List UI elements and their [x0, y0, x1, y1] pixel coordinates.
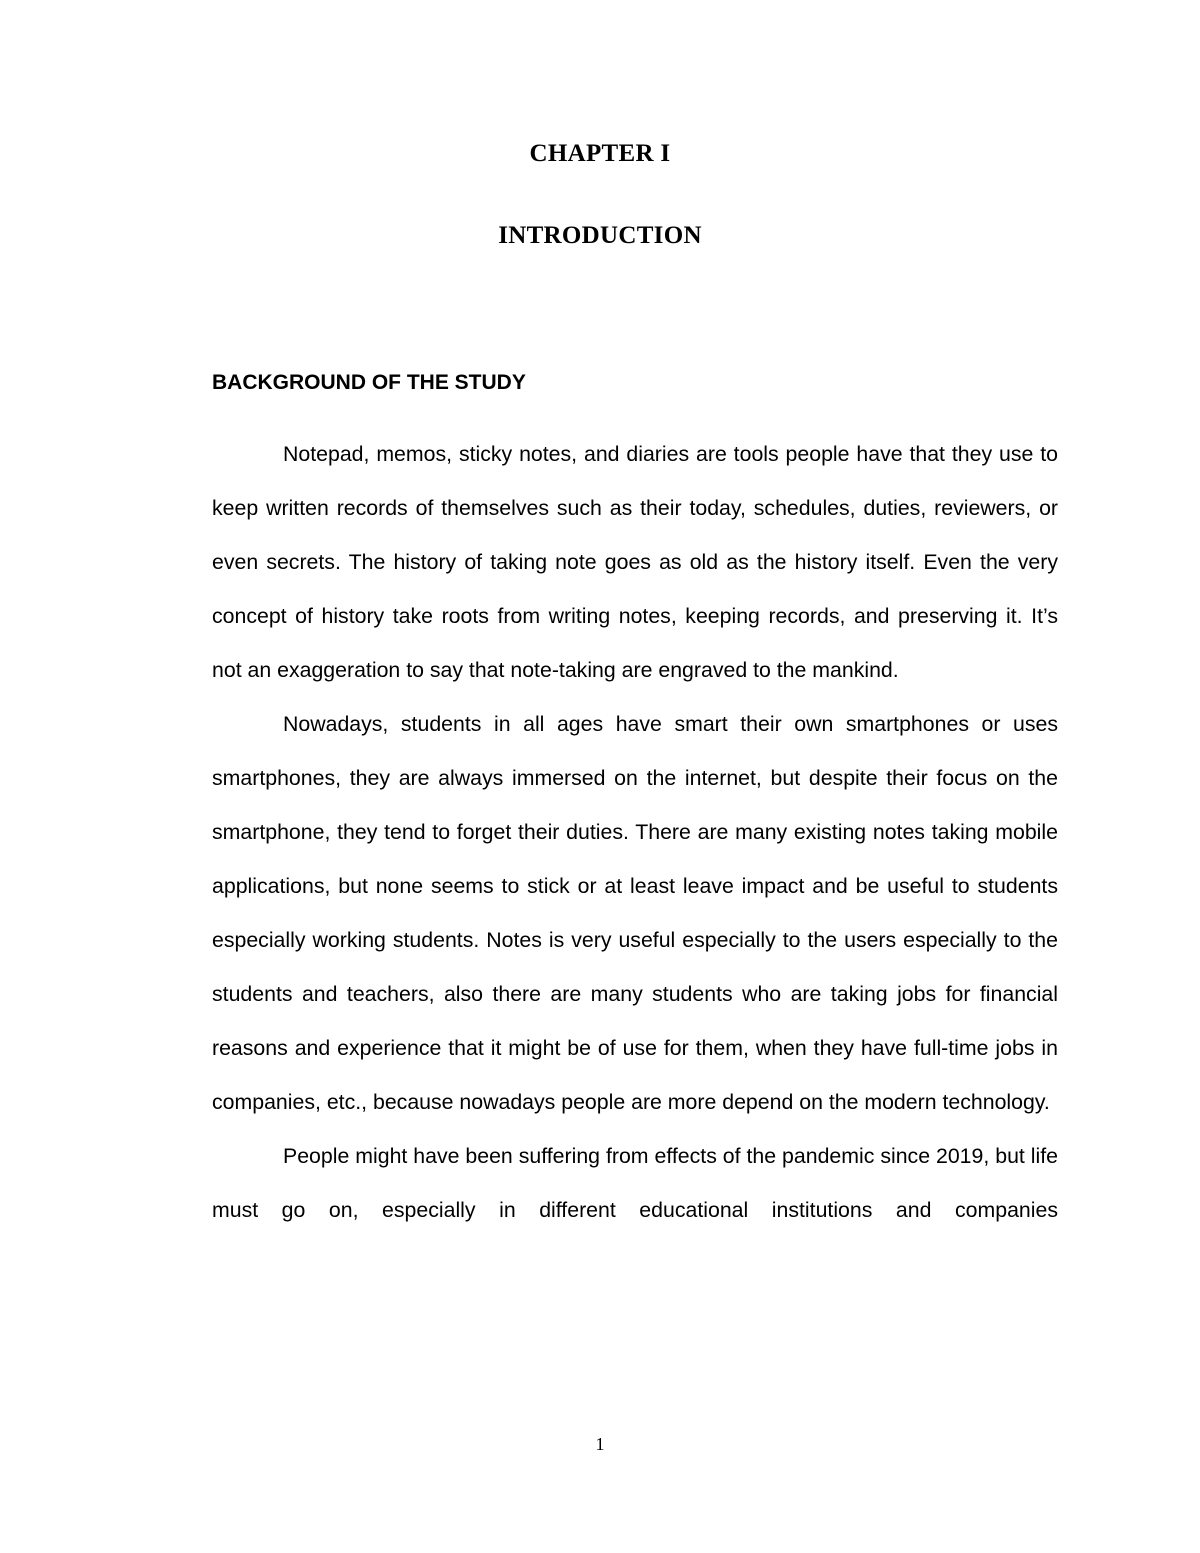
paragraph: Nowadays, students in all ages have smart their own smartphones or uses smartphones, they are always immersed on the internet, but despite their focus on the smartphone, they tend to forget their duties. There are many existing notes taking mobile applications, but none seems to stick or at least leave impact and be useful to students especially working students. Notes is very useful especially to the users especially to the students and teachers, also there are many students who are taking jobs for financial reasons and experience that it might be of use for them, when they have full-time jobs in companies, etc., because nowadays people are more depend on the modern technology. [212, 712, 1058, 1114]
section-heading: BACKGROUND OF THE STUDY [212, 371, 526, 394]
paragraph: Notepad, memos, sticky notes, and diaries are tools people have that they use to keep written records of themselves such as their today, schedules, duties, reviewers, or even secrets. The history of taking note goes as old as the history itself. Even the very concept of history take roots from writing notes, keeping records, and preserving it. It’s not an exaggeration to say that note-taking are engraved to the mankind. [212, 442, 1058, 682]
chapter-title: INTRODUCTION [498, 222, 702, 249]
paragraph: People might have been suffering from effects of the pandemic since 2019, but life must go on, especially in different educational institutions and companies [212, 1144, 1058, 1222]
body-text [212, 427, 1058, 1237]
page-number: 1 [595, 1434, 605, 1454]
chapter-label: CHAPTER I [529, 140, 671, 167]
